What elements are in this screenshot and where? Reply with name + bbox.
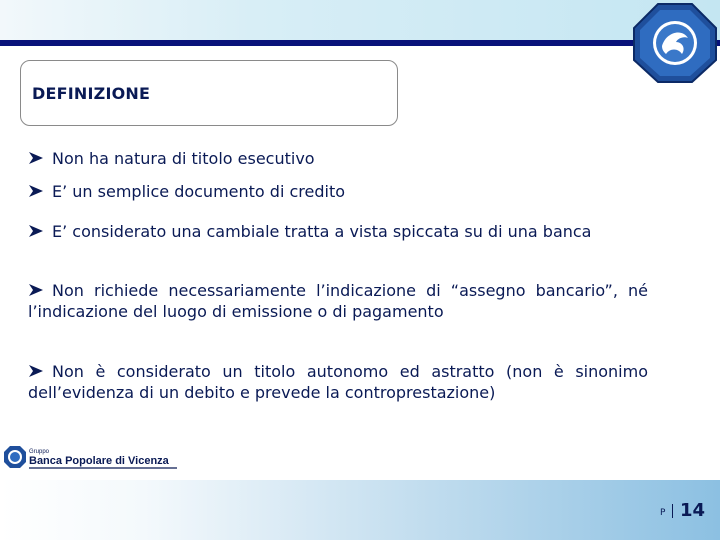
bullet-arrow-icon <box>28 364 44 378</box>
bullet-arrow-icon <box>28 224 44 238</box>
bank-emblem-icon <box>4 446 26 468</box>
bullet-text: Non ha natura di titolo esecutivo <box>52 149 315 168</box>
bullet-item <box>28 221 648 242</box>
bank-logo <box>3 443 183 475</box>
header-band <box>0 0 720 40</box>
bullet-item <box>28 361 648 403</box>
bullet-text: E’ considerato una cambiale tratta a vista spiccata su di una banca <box>52 222 592 241</box>
brand-name: Banca Popolare di Vicenza <box>29 455 169 467</box>
footer-band <box>0 480 720 540</box>
page-label: P <box>660 508 666 518</box>
page-divider <box>672 504 673 518</box>
brand-group: Gruppo <box>29 449 50 455</box>
bullet-item <box>28 181 648 202</box>
bullet-item <box>28 148 648 169</box>
page-title: DEFINIZIONE <box>32 84 151 103</box>
bullet-arrow-icon <box>28 283 44 297</box>
bullet-text: Non è considerato un titolo autonomo ed astratto (non è sinonimo dell’evidenza di un debito e prevede la controprestazione) <box>28 362 648 402</box>
bullet-item <box>28 280 648 322</box>
bullet-text: Non richiede necessariamente l’indicazione di “assegno bancario”, né l’indicazione del luogo di emissione o di pagamento <box>28 281 648 321</box>
bullet-arrow-icon <box>28 184 44 198</box>
bank-emblem-icon <box>632 2 718 84</box>
bullet-text: E’ un semplice documento di credito <box>52 182 346 201</box>
header-rule <box>0 40 720 46</box>
page-number: 14 <box>680 500 706 521</box>
bullet-arrow-icon <box>28 151 44 165</box>
